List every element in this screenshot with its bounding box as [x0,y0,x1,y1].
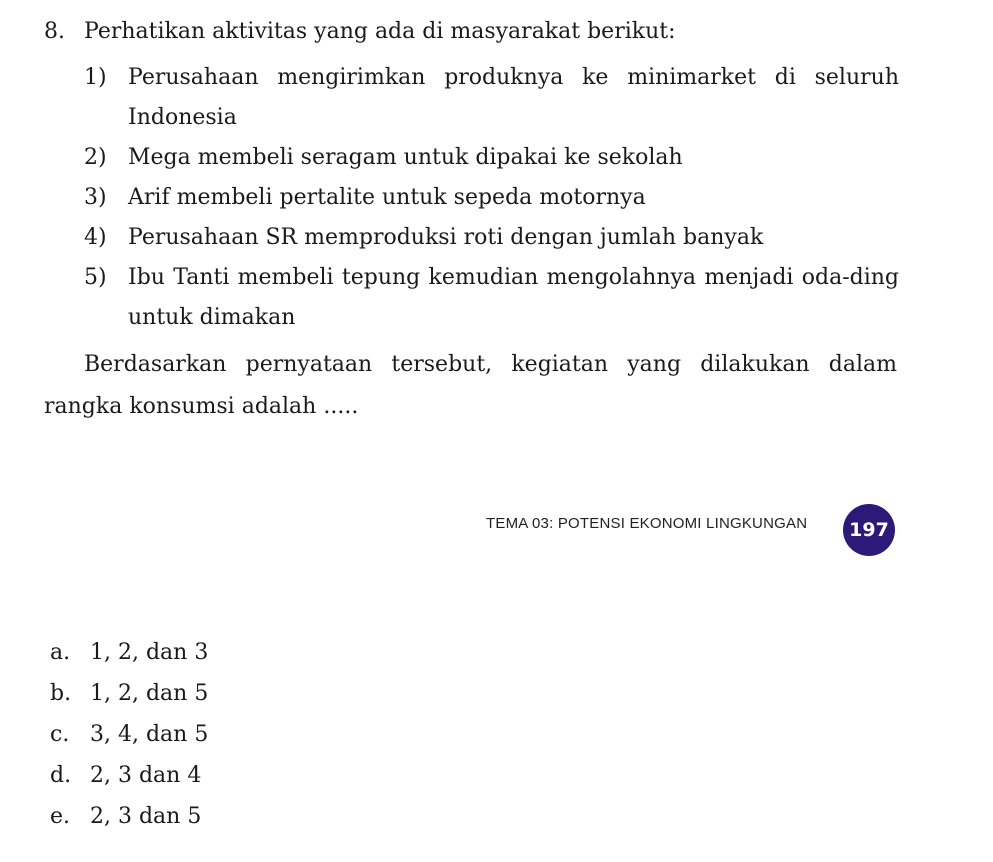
activity-number: 1) [84,65,107,90]
option-text: 2, 3 dan 5 [90,804,202,829]
activity-number: 4) [84,225,107,250]
answer-option[interactable] [50,714,208,755]
activity-text: Perusahaan mengirimkan produknya ke minimarket di seluruh Indonesia [128,65,899,130]
activity-number: 2) [84,145,107,170]
activity-text: Arif membeli pertalite untuk sepeda motornya [128,185,646,210]
option-label: d. [50,763,72,788]
activity-item [84,58,899,138]
activity-list [84,58,899,338]
activity-text: Ibu Tanti membeli tepung kemudian mengolahnya menjadi oda-ding untuk dimakan [128,265,899,330]
activity-text: Perusahaan SR memproduksi roti dengan jumlah banyak [128,225,764,250]
answer-option[interactable] [50,673,208,714]
activity-item [84,218,899,258]
question-stem: Berdasarkan pernyataan tersebut, kegiatan yang dilakukan dalam rangka konsumsi adalah ..... [44,352,897,419]
activity-number: 5) [84,265,107,290]
option-text: 1, 2, dan 3 [90,640,209,665]
page-footer-theme: TEMA 03: POTENSI EKONOMI LINGKUNGAN [486,515,808,532]
option-text: 3, 4, dan 5 [90,722,209,747]
answer-option[interactable] [50,632,208,673]
answer-option[interactable] [50,796,208,837]
option-label: c. [50,722,70,747]
activity-item [84,258,899,338]
page-number-badge: 197 [843,504,895,556]
question-prompt: Perhatikan aktivitas yang ada di masyarakat berikut: [84,19,676,44]
activity-item [84,138,899,178]
option-text: 2, 3 dan 4 [90,763,202,788]
activity-item [84,178,899,218]
answer-option[interactable] [50,755,208,796]
answer-options [50,632,208,837]
question-header [44,12,924,52]
option-label: a. [50,640,71,665]
option-label: e. [50,804,71,829]
activity-number: 3) [84,185,107,210]
activity-text: Mega membeli seragam untuk dipakai ke sekolah [128,145,683,170]
option-label: b. [50,681,72,706]
option-text: 1, 2, dan 5 [90,681,209,706]
question-number: 8. [44,19,65,44]
